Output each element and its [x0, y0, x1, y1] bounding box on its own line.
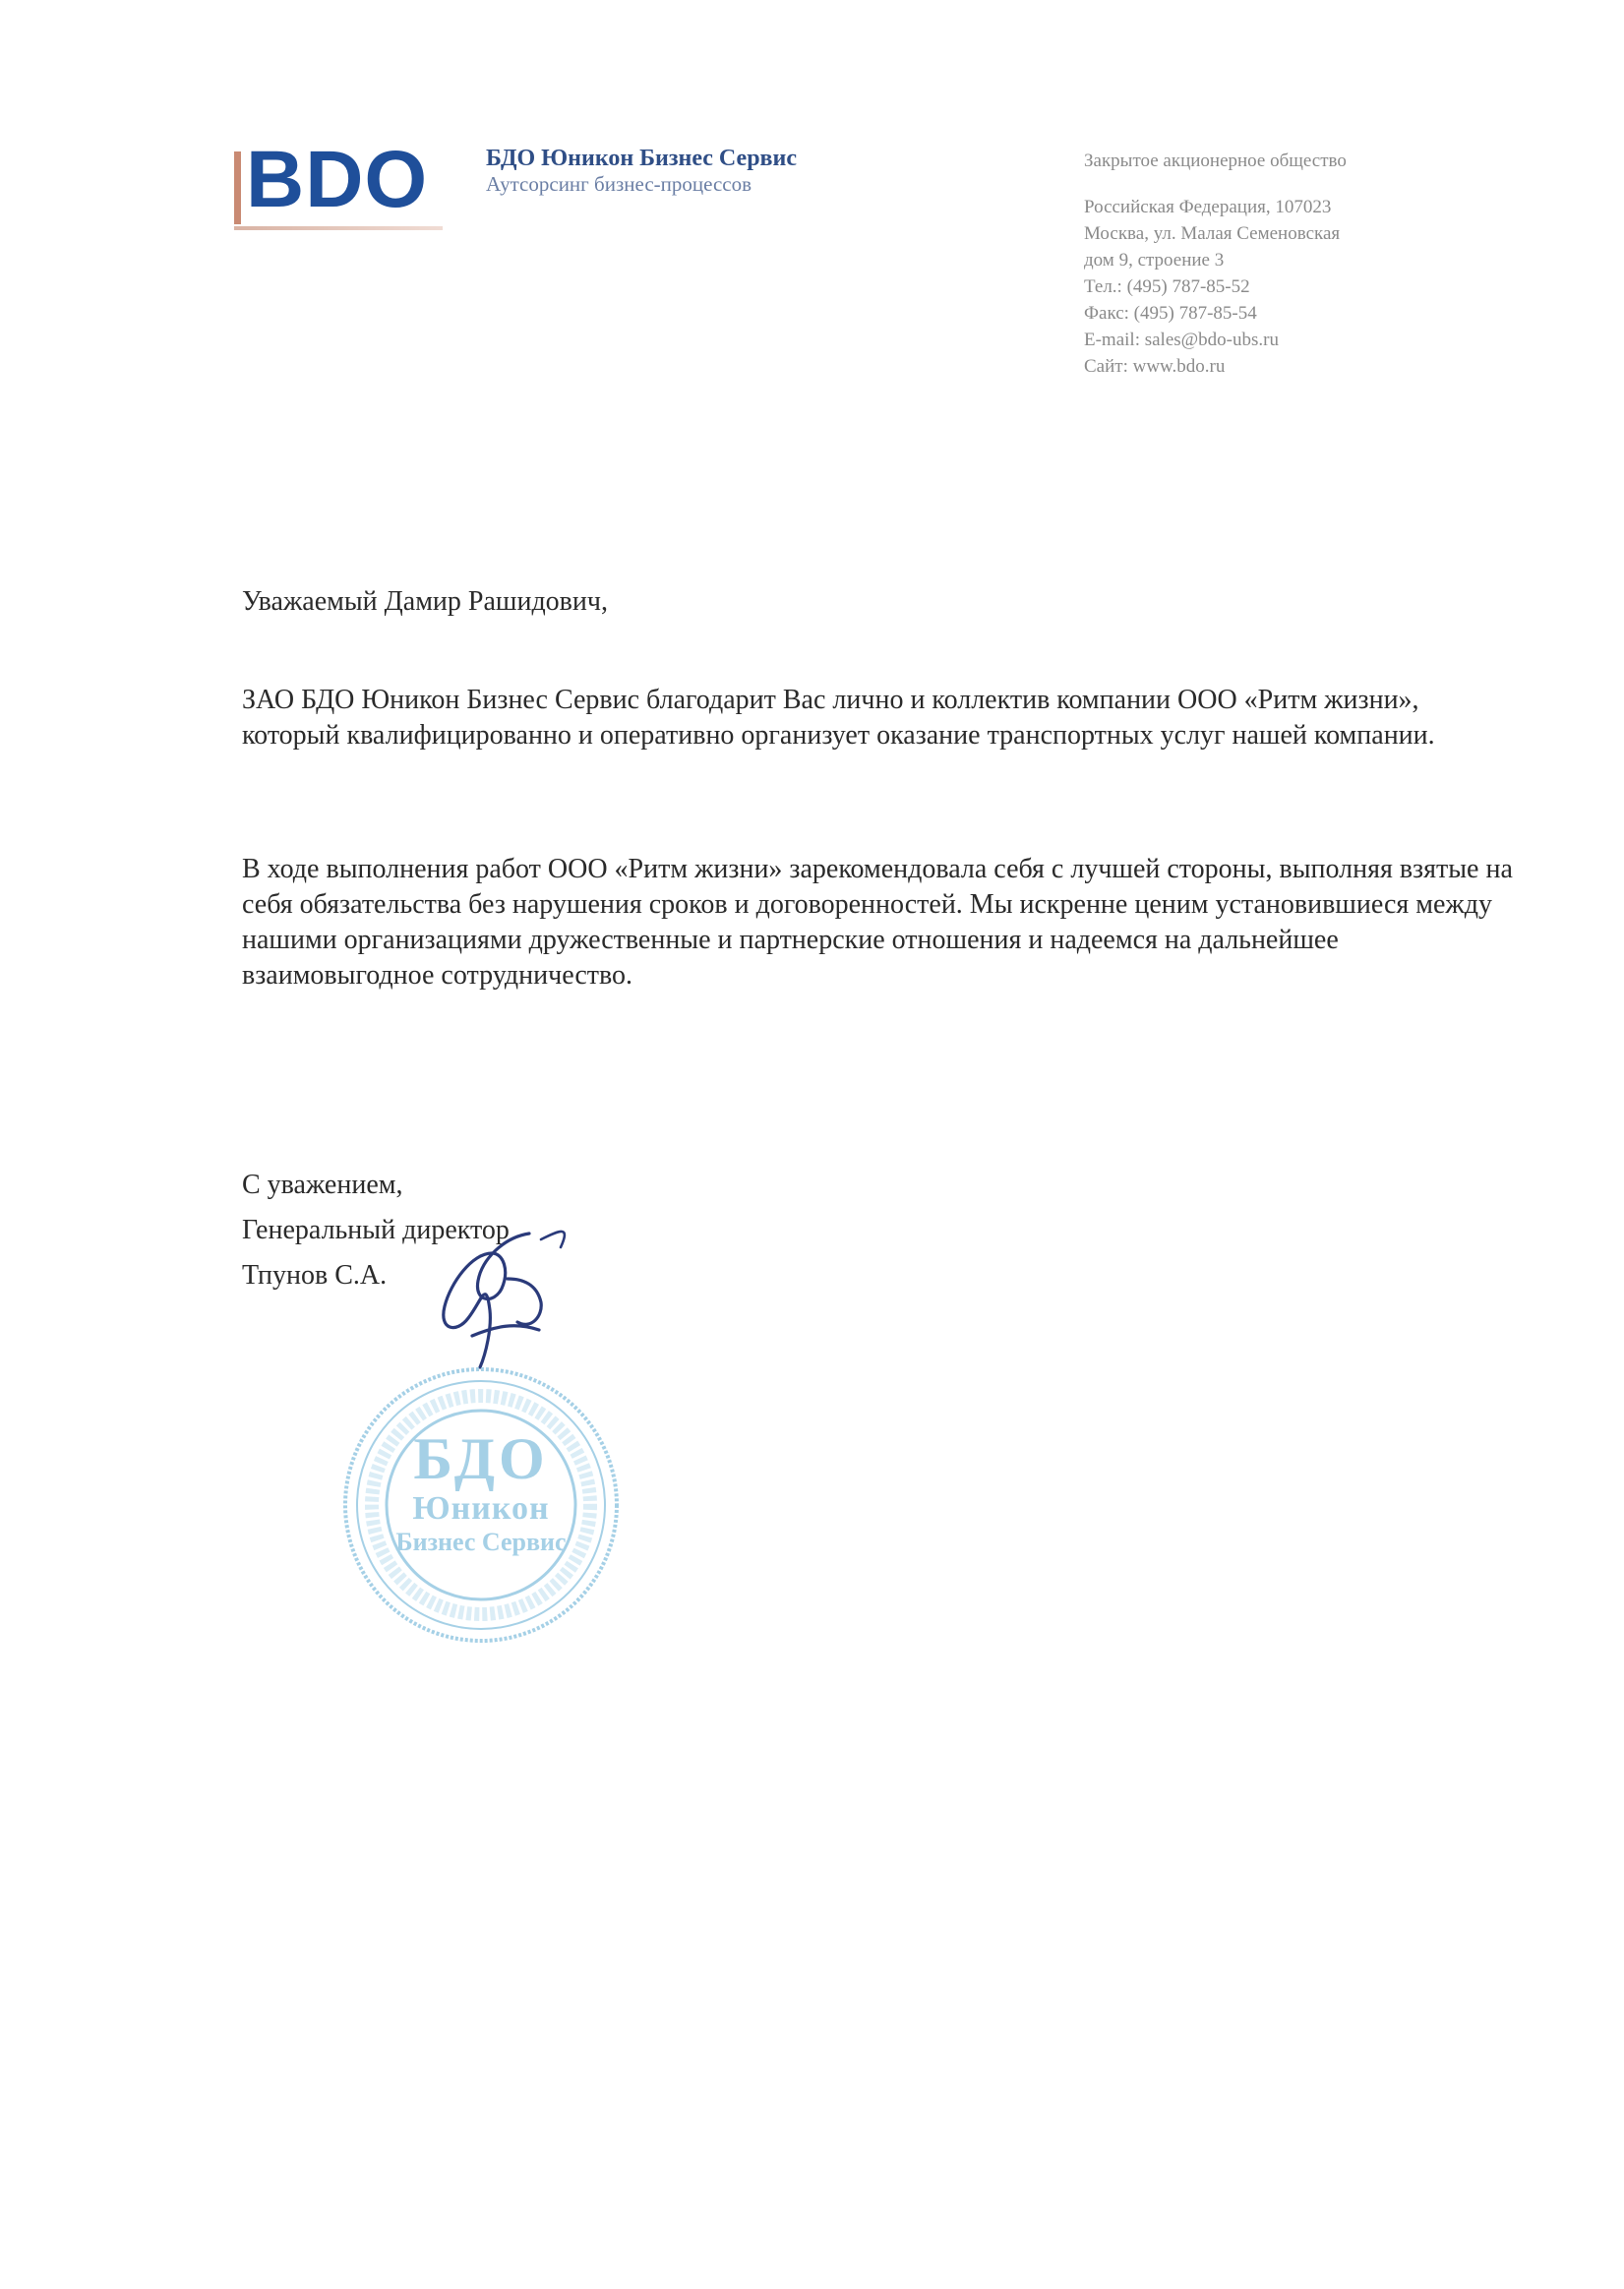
website: Сайт: www.bdo.ru — [1084, 356, 1226, 377]
stamp-line-2: Юникон — [412, 1490, 550, 1527]
logo-underline — [234, 226, 443, 230]
company-stamp — [338, 1362, 624, 1648]
logo-accent-bar — [234, 151, 241, 224]
address-building: дом 9, строение 3 — [1084, 250, 1225, 271]
company-block — [486, 146, 797, 196]
stamp-line-3: Бизнес Сервис — [395, 1528, 567, 1556]
paragraph-1: ЗАО БДО Юникон Бизнес Сервис благодарит Вас лично и коллектив компании ООО «Ритм жизни», который квалифицированно и оперативно организует оказание транспортных услуг нашей компании. — [242, 685, 1435, 751]
signer-name: Тпунов С.А. — [242, 1260, 388, 1291]
phone: Тел.: (495) 787-85-52 — [1084, 276, 1250, 297]
paragraph-2: В ходе выполнения работ ООО «Ритм жизни» зарекомендовала себя с лучшей стороны, выполняя взятые на себя обязательства без нарушения сроков и договоренностей. Мы искренне ценим установившиеся между нашими организациями дружественные и партнерские отношения и надеемся на дальнейшее взаимовыгодное сотрудничество. — [242, 854, 1513, 991]
company-tagline: Аутсорсинг бизнес-процессов — [486, 172, 752, 197]
bdo-logo — [234, 135, 443, 232]
address-street: Москва, ул. Малая Семеновская — [1084, 223, 1341, 244]
stamp-line-1: БДО — [413, 1426, 549, 1491]
greeting: Уважаемый Дамир Рашидович, — [242, 586, 608, 617]
address-country: Российская Федерация, 107023 — [1084, 197, 1332, 217]
signer-title: Генеральный директор — [242, 1215, 510, 1245]
company-name: БДО Юникон Бизнес Сервис — [486, 146, 797, 171]
logo-wordmark: BDO — [246, 135, 429, 224]
closing-phrase: С уважением, — [242, 1170, 403, 1200]
legal-form: Закрытое акционерное общество — [1084, 151, 1347, 171]
email: E-mail: sales@bdo-ubs.ru — [1084, 330, 1279, 350]
contact-block — [1084, 148, 1347, 380]
fax: Факс: (495) 787-85-54 — [1084, 303, 1257, 324]
